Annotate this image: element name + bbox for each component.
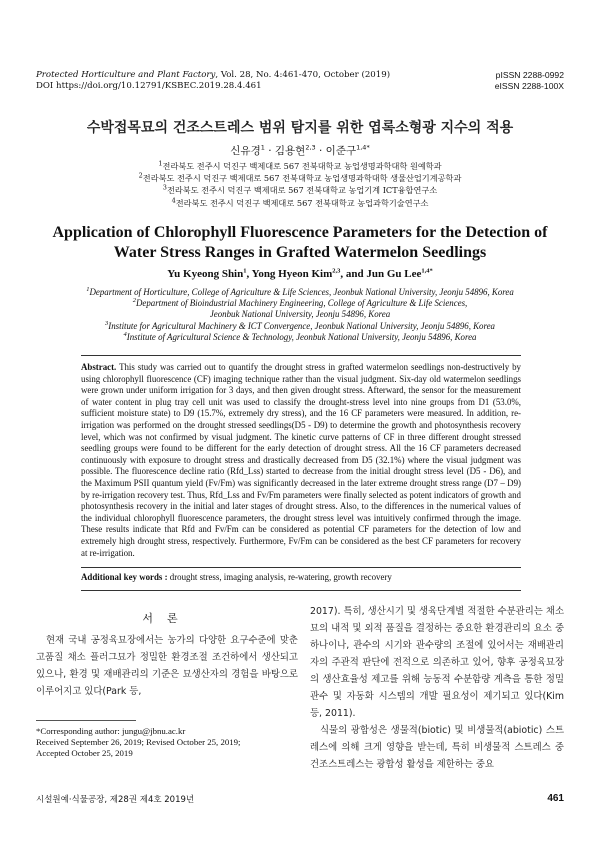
abstract-text: This study was carried out to quantify the drought stress in grafted watermelon seedlings non-destructively by using chlorophyll fluorescence (CF) imaging technique rather than the visual judgment. Six-day old watermelon seedlings were grown under uniform irrigation for 3 days, and then given drought stress. Afterward, the sensor for the measurement of water content in plug tray cell unit was used to classify the drought-stress level into nine groups from D1 (53.0%, sufficient moisture state) to D9 (15.7%, extremely dry stress), and the 16 CF parameters were measured. In addition, re-irrigation was performed on the drought stressed seedlings(D5 - D9) to determine the growth and photosynthesis recovery level, which was not confirmed by visual judgment. The kinetic curve patterns of CF in three different drought stressed seedling groups were found to be different for the early detection of drought stress. All the 16 CF parameters decreased continuously with exposure to drought stress and drastically decreased from D5 (32.1%) where the visual judgment was possible. The fluorescence decline ratio (Rfd_Lss) started to decrease from the initial drought stress level (D5 - D6), and the Maximum PSII quantum yield (Fv/Fm) was significantly decreased in the later extreme drought stress range (D7 – D9) by re-irrigation recovery test. Thus, Rfd_Lss and Fv/Fm parameters were finally selected as potent indicators of growth and photosynthesis recovery in the initial and later stages of drought stress. Also, to the differences in the numerical values of the individual chlorophyll fluorescence parameters, the drought stress level was intuitively confirmed through the image. These results indicate that Rfd and Fv/Fm can be considered as potential CF parameters for the detection of low and extremely high drought stress, respectively. Furthermore, Fv/Fm can be considered as the best CF parameters for recovery at re-irrigation. [81,362,521,558]
author-sup: 1,4* [356,143,370,152]
english-authors: Yu Kyeong Shin$^1$, Yong Hyeon Kim$^{2,3}$, and Jun Gu Lee$^{1,4*}$ [167,267,433,280]
accepted-date: Accepted October 25, 2019 [36,748,133,758]
abstract-bottom-rule [81,567,521,568]
korean-authors: 신유경$^1$ · 김용현$^{2,3}$ · 이준구$^{1,4*}$ [230,143,370,157]
keywords-label: Additional key words : [81,572,168,582]
page-footer-journal: 시설원예·식물공장, 제28권 제4호 2019년 [36,795,195,805]
footnote-rule [36,720,136,721]
korean-author-3: 이준구 [325,145,357,157]
body-paragraph: 2017). 특히, 생산시기 및 생육단계별 적절한 수분관리는 채소 묘의 내적 및 외적 품질을 결정하는 중요한 환경관리의 요소 중 하나이나, 관수의 시기와 관수량의 조절에 있어서는 재배관리자의 주관적 판단에 전적으로 의존하고 있어, 향후 공정육묘장의 생산효율성 제고를 위해 능동적 수분함량 계측을 통한 정밀관수 및 자동화 시스템의 개발 필요성이 제기되고 있다(Kim 등, 2011). [310,606,564,719]
korean-title: 수박접목묘의 건조스트레스 범위 탐지를 위한 엽록소형광 지수의 적용 [86,120,514,136]
abstract-top-rule [81,355,521,356]
keywords-bottom-rule [81,590,521,591]
footnote [36,726,298,759]
journal-name: Protected Horticulture and Plant Factory [36,70,216,80]
author-sup: 1 [243,267,247,275]
eissn: eISSN 2288-100X [494,81,564,91]
korean-affiliation: $^3$전라북도 전주시 덕진구 백제대로 567 전북대학교 농업기계 ICT융합연구소 [162,183,438,196]
korean-author-2: 김용현 [274,145,306,157]
abstract-label: Abstract. [81,362,117,372]
korean-author-1: 신유경 [230,145,261,157]
keywords [81,572,521,582]
english-affiliation: $^1$Department of Horticulture, College of Agriculture & Life Sciences, Jeonbuk National University, Jeonju 54896, Korea [86,286,514,297]
author-sup: 1 [260,143,265,152]
citation-volume: , Vol. 28, No. 4:461-470, October (2019) [215,70,391,80]
body-right-column [310,603,564,773]
korean-affiliation: $^2$전라북도 전주시 덕진구 백제대로 567 전북대학교 농업생명과학대학 생물산업기계공학과 [138,171,462,184]
running-header-right [495,70,564,92]
body-paragraph: 식물의 광합성은 생물적(biotic) 및 비생물적(abiotic) 스트레스에 의해 크게 영향을 받는데, 특히 비생물적 스트레스 중 건조스트레스는 광합성 활성을 제한하는 중요 [310,725,564,770]
korean-affiliation: $^1$전라북도 전주시 덕진구 백제대로 567 전북대학교 농업생명과학대학 원예학과 [158,159,442,171]
english-affiliation: $^4$Institute of Agricultural Science & Technology, Jeonbuk National University, Jeonju 54896, Korea [123,330,477,342]
english-affiliation: $^3$Institute for Agricultural Machinery & ICT Convergence, Jeonbuk National University, Jeonju 54896, Korea [105,319,495,331]
english-author-1: Yu Kyeong Shin [167,268,244,280]
author-sup: 2,3 [332,267,341,275]
running-header-left [36,70,390,92]
pissn: pISSN 2288-0992 [495,70,564,80]
page-number: 461 [547,793,564,804]
doi-link[interactable]: DOI https://doi.org/10.12791/KSBEC.2019.28.4.461 [36,81,262,91]
author-sup: 1,4* [421,267,433,275]
body-paragraph: 현재 국내 공정육묘장에서는 농가의 다양한 요구수준에 맞춘 고품질 채소 플러그묘가 정밀한 환경조절 조건하에서 생산되고 있으나, 환경 및 재배관리의 기준은 묘생산자의 경험을 바탕으로 이루어지고 있다(Park 등, [36,635,298,697]
citation-line [36,70,390,81]
korean-affiliation: $^4$전라북도 전주시 덕진구 백제대로 567 전북대학교 농업과학기술연구소 [171,195,429,208]
korean-affiliations [0,160,600,209]
body-left-column [36,632,298,700]
english-affiliation: $^2$Department of Bioindustrial Machinery Engineering, College of Agriculture & Life Sciences, [132,297,468,309]
received-date: Received September 26, 2019; Revised October 25, 2019; [36,737,241,747]
english-author-2: Yong Hyeon Kim [251,268,333,280]
english-affiliation: Jeonbuk National University, Jeonju 54896, Korea [209,309,391,320]
english-affiliations [30,287,570,343]
section-heading: 서론 [142,612,192,625]
english-author-3: and Jun Gu Lee [345,268,422,280]
abstract [81,362,521,559]
english-title: Application of Chlorophyll Fluorescence Parameters for the Detection of Water Stress Ranges in Grafted Watermelon Seedlings [52,224,548,261]
author-sup: 2,3 [305,143,316,152]
corresponding-author[interactable]: *Corresponding author: jungu@jbnu.ac.kr [36,726,186,736]
keywords-text: drought stress, imaging analysis, re-watering, growth recovery [167,572,392,582]
